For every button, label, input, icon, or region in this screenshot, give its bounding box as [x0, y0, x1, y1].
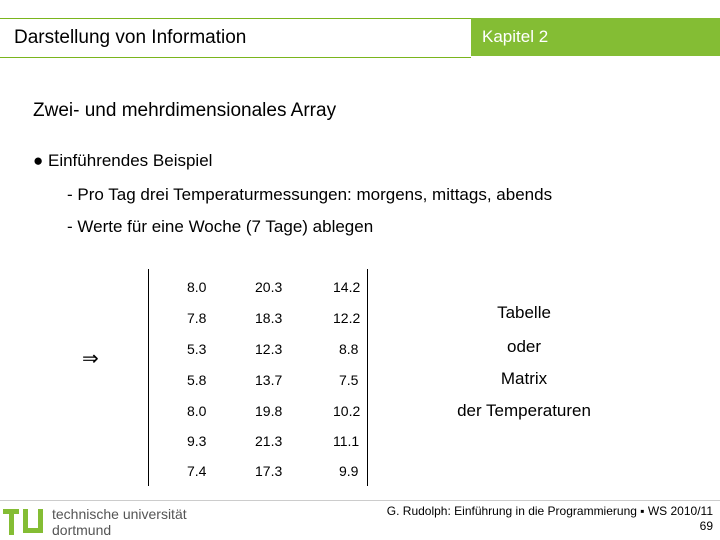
header-bar: [0, 18, 471, 58]
matrix-cell: 7.5: [339, 372, 359, 388]
chapter-label: Kapitel 2: [482, 27, 549, 46]
matrix-cell: 12.3: [255, 341, 283, 357]
side-label-temperaturen: der Temperaturen: [457, 401, 591, 420]
matrix-cell: 12.2: [333, 310, 361, 326]
matrix-cell: 5.3: [187, 341, 207, 357]
side-label-oder: oder: [506, 337, 542, 356]
matrix-cell: 21.3: [255, 433, 283, 449]
matrix-cell: 9.3: [187, 433, 207, 449]
temperature-matrix: [148, 269, 368, 486]
tu-logo-icon: [3, 505, 47, 537]
matrix-cell: 13.7: [255, 372, 283, 388]
slide-title: Zwei- und mehrdimensionales Array: [33, 100, 337, 121]
matrix-cell: 11.1: [333, 433, 360, 449]
bullet-intro: ● Einführendes Beispiel: [33, 151, 213, 170]
matrix-cell: 10.2: [333, 403, 361, 419]
matrix-cell: 8.8: [339, 341, 359, 357]
footer-credit: [387, 504, 713, 534]
matrix-cell: 14.2: [333, 279, 361, 295]
sub-item-week: - Werte für eine Woche (7 Tage) ablegen: [67, 217, 374, 236]
matrix-cell: 7.8: [187, 310, 207, 326]
matrix-cell: 8.0: [187, 279, 207, 295]
chapter-bar: [471, 18, 720, 56]
logo-text: [52, 506, 187, 538]
sub-item-measurements: - Pro Tag drei Temperaturmessungen: morgens, mittags, abends: [67, 185, 553, 204]
matrix-cell: 17.3: [255, 463, 283, 479]
matrix-cell: 8.0: [187, 403, 207, 419]
matrix-cell: 18.3: [255, 310, 283, 326]
matrix-cell: 7.4: [187, 463, 207, 479]
logo-line-2: dortmund: [52, 522, 112, 538]
side-label-tabelle: Tabelle: [497, 303, 551, 322]
header-title: Darstellung von Information: [14, 27, 247, 48]
implies-arrow: ⇒: [82, 348, 99, 370]
matrix-cell: 19.8: [255, 403, 283, 419]
side-label-matrix: Matrix: [500, 369, 548, 388]
matrix-cell: 5.8: [187, 372, 207, 388]
logo-line-1: technische universität: [52, 506, 187, 522]
matrix-cell: 9.9: [339, 463, 359, 479]
page-number: 69: [699, 519, 713, 533]
footer-course: G. Rudolph: Einführung in die Programmierung ▪ WS 2010/11: [386, 504, 713, 518]
matrix-cell: 20.3: [255, 279, 283, 295]
footer-divider: [0, 500, 720, 501]
